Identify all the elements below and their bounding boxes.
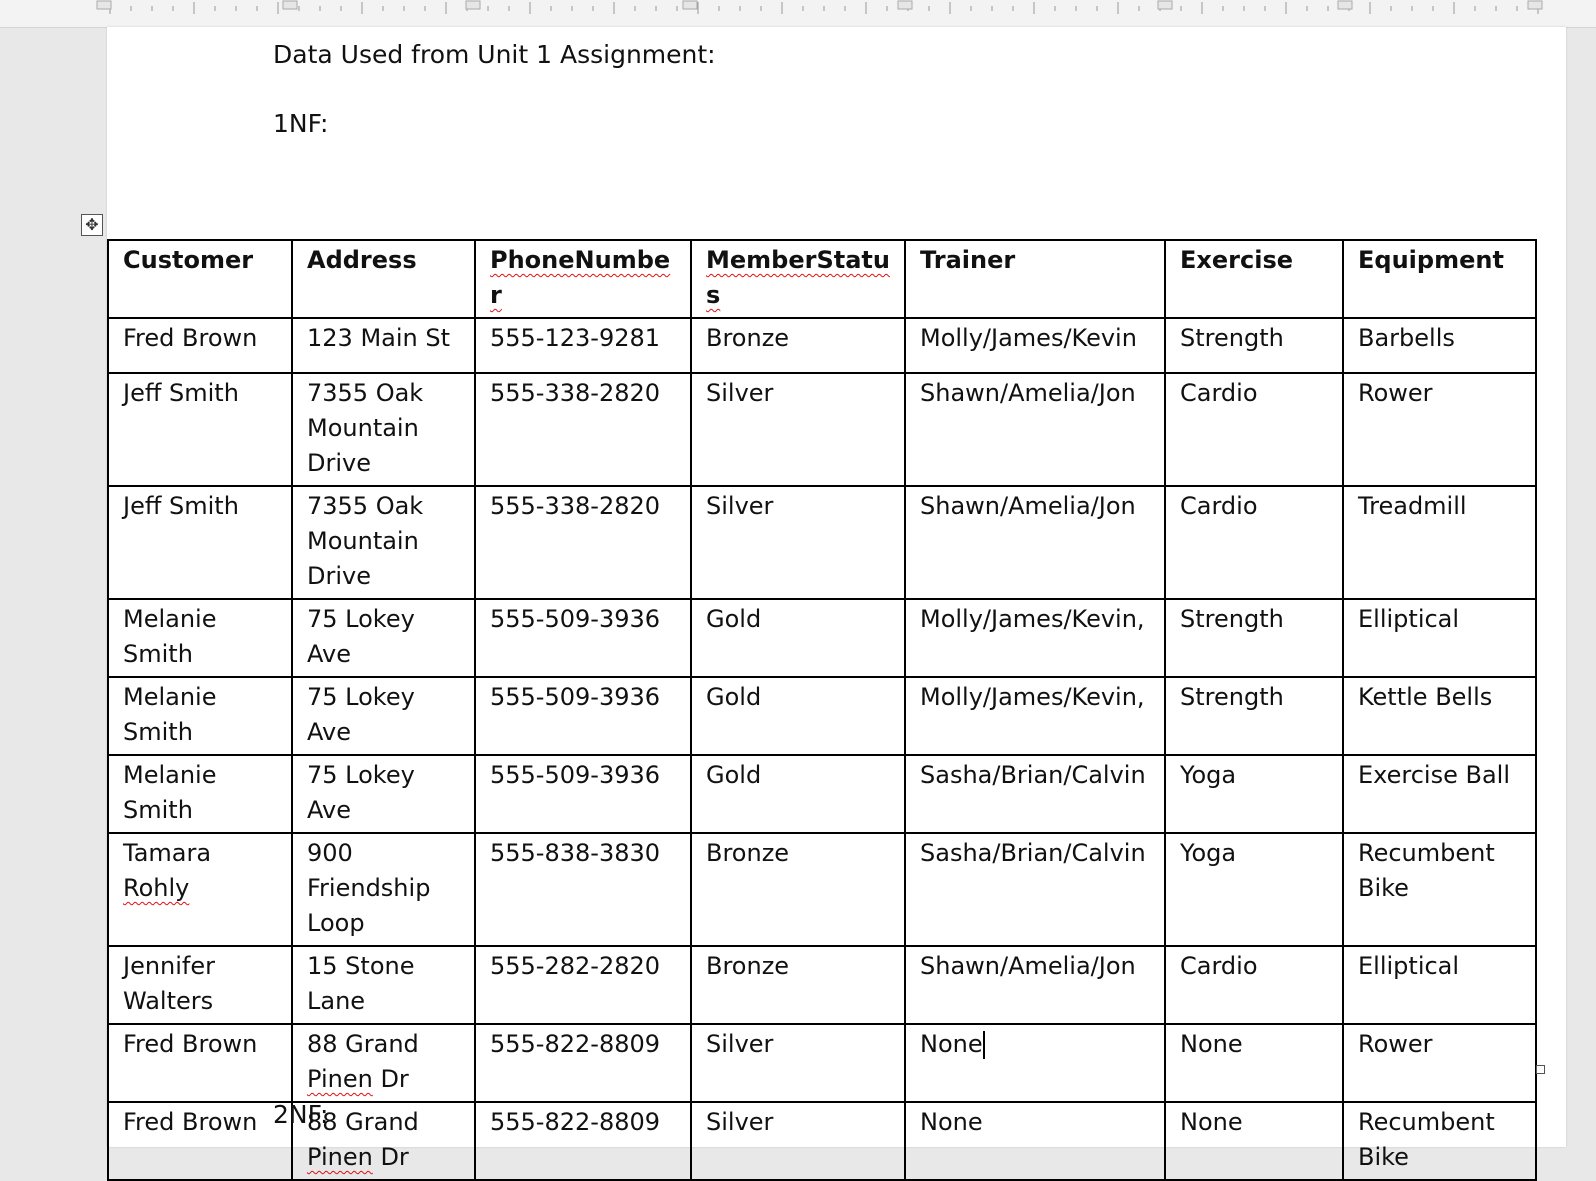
column-marker[interactable] bbox=[1338, 1, 1352, 9]
horizontal-ruler[interactable] bbox=[0, 0, 1596, 28]
cell-exercise[interactable]: Strength bbox=[1165, 599, 1343, 677]
cell-trainer[interactable]: Sasha/Brian/Calvin bbox=[905, 833, 1165, 946]
cell-equipment[interactable]: Treadmill bbox=[1343, 486, 1536, 599]
cell-customer[interactable]: Melanie Smith bbox=[108, 599, 292, 677]
cell-customer[interactable]: Jeff Smith bbox=[108, 486, 292, 599]
cell-member-status[interactable]: Silver bbox=[691, 1102, 905, 1180]
column-marker[interactable] bbox=[97, 1, 111, 9]
cell-member-status[interactable]: Gold bbox=[691, 755, 905, 833]
cell-trainer[interactable]: None bbox=[905, 1102, 1165, 1180]
cell-trainer[interactable]: Shawn/Amelia/Jon bbox=[905, 373, 1165, 486]
cell-trainer[interactable]: Molly/James/Kevin bbox=[905, 318, 1165, 373]
cell-address[interactable]: 900 Friendship Loop bbox=[292, 833, 475, 946]
1nf-table[interactable] bbox=[107, 239, 1537, 1181]
column-marker[interactable] bbox=[466, 1, 480, 9]
cell-equipment[interactable]: Exercise Ball bbox=[1343, 755, 1536, 833]
intro-paragraph[interactable]: Data Used from Unit 1 Assignment: bbox=[273, 40, 716, 69]
cell-equipment[interactable]: Recumbent Bike bbox=[1343, 1102, 1536, 1180]
header-customer[interactable]: Customer bbox=[108, 240, 292, 318]
cell-phone[interactable]: 555-282-2820 bbox=[475, 946, 691, 1024]
column-marker[interactable] bbox=[683, 1, 697, 9]
cell-member-status[interactable]: Silver bbox=[691, 373, 905, 486]
cell-customer[interactable]: Fred Brown bbox=[108, 318, 292, 373]
cell-phone[interactable]: 555-338-2820 bbox=[475, 486, 691, 599]
header-phone-number-text: PhoneNumber bbox=[490, 246, 671, 309]
column-marker[interactable] bbox=[283, 1, 297, 9]
cell-trainer[interactable]: Shawn/Amelia/Jon bbox=[905, 486, 1165, 599]
table-row bbox=[108, 677, 1536, 755]
table-row bbox=[108, 833, 1536, 946]
cell-member-status[interactable]: Bronze bbox=[691, 946, 905, 1024]
header-address[interactable]: Address bbox=[292, 240, 475, 318]
cell-trainer[interactable]: Shawn/Amelia/Jon bbox=[905, 946, 1165, 1024]
cell-equipment[interactable]: Elliptical bbox=[1343, 946, 1536, 1024]
cell-customer[interactable]: Fred Brown bbox=[108, 1024, 292, 1102]
cell-customer[interactable] bbox=[108, 833, 292, 946]
table-row bbox=[108, 486, 1536, 599]
cell-address[interactable]: 75 Lokey Ave bbox=[292, 755, 475, 833]
cell-phone[interactable]: 555-838-3830 bbox=[475, 833, 691, 946]
section-heading-1nf[interactable]: 1NF: bbox=[273, 109, 329, 138]
cell-customer[interactable]: Melanie Smith bbox=[108, 755, 292, 833]
cell-exercise[interactable]: Strength bbox=[1165, 677, 1343, 755]
cell-member-status[interactable]: Silver bbox=[691, 1024, 905, 1102]
cell-equipment[interactable]: Rower bbox=[1343, 373, 1536, 486]
cell-exercise[interactable]: Yoga bbox=[1165, 755, 1343, 833]
cell-customer[interactable]: Jeff Smith bbox=[108, 373, 292, 486]
cell-phone[interactable]: 555-822-8809 bbox=[475, 1102, 691, 1180]
spelling-error-mark: Pinen bbox=[307, 1143, 373, 1171]
cell-exercise[interactable]: None bbox=[1165, 1102, 1343, 1180]
cell-customer[interactable]: Melanie Smith bbox=[108, 677, 292, 755]
cell-exercise[interactable]: Cardio bbox=[1165, 946, 1343, 1024]
cell-trainer[interactable]: Sasha/Brian/Calvin bbox=[905, 755, 1165, 833]
table-row bbox=[108, 755, 1536, 833]
table-row bbox=[108, 599, 1536, 677]
header-member-status-text: MemberStatus bbox=[706, 246, 890, 309]
header-trainer[interactable]: Trainer bbox=[905, 240, 1165, 318]
ruler-ticks bbox=[0, 0, 1596, 27]
table-resize-handle[interactable] bbox=[1536, 1065, 1545, 1074]
cell-equipment[interactable]: Barbells bbox=[1343, 318, 1536, 373]
column-marker[interactable] bbox=[1528, 1, 1542, 9]
table-row bbox=[108, 318, 1536, 373]
table-row bbox=[108, 946, 1536, 1024]
cell-exercise[interactable]: Cardio bbox=[1165, 486, 1343, 599]
address-text: 88 Grand Pinen Dr bbox=[307, 1030, 419, 1093]
table-header-row bbox=[108, 240, 1536, 318]
cell-equipment[interactable]: Elliptical bbox=[1343, 599, 1536, 677]
cell-exercise[interactable]: Cardio bbox=[1165, 373, 1343, 486]
header-phone-number[interactable] bbox=[475, 240, 691, 318]
spelling-error-mark: Pinen bbox=[307, 1065, 373, 1093]
cell-address[interactable]: 7355 Oak Mountain Drive bbox=[292, 373, 475, 486]
cell-equipment[interactable]: Recumbent Bike bbox=[1343, 833, 1536, 946]
cell-phone[interactable]: 555-338-2820 bbox=[475, 373, 691, 486]
cell-exercise[interactable]: Strength bbox=[1165, 318, 1343, 373]
table-row bbox=[108, 1024, 1536, 1102]
text-cursor bbox=[983, 1031, 985, 1059]
cell-trainer[interactable]: Molly/James/Kevin, bbox=[905, 677, 1165, 755]
header-equipment[interactable]: Equipment bbox=[1343, 240, 1536, 318]
header-exercise[interactable]: Exercise bbox=[1165, 240, 1343, 318]
cell-address[interactable]: 75 Lokey Ave bbox=[292, 677, 475, 755]
cell-member-status[interactable]: Bronze bbox=[691, 833, 905, 946]
cell-address[interactable]: 7355 Oak Mountain Drive bbox=[292, 486, 475, 599]
cell-address[interactable]: 123 Main St bbox=[292, 318, 475, 373]
cell-customer[interactable]: Fred Brown bbox=[108, 1102, 292, 1180]
cell-phone[interactable]: 555-509-3936 bbox=[475, 755, 691, 833]
cell-address[interactable]: 75 Lokey Ave bbox=[292, 599, 475, 677]
cell-trainer[interactable] bbox=[905, 1024, 1165, 1102]
table-row bbox=[108, 373, 1536, 486]
customer-first-name: Tamara Rohly bbox=[123, 839, 212, 902]
cell-phone[interactable]: 555-123-9281 bbox=[475, 318, 691, 373]
cell-equipment[interactable]: Kettle Bells bbox=[1343, 677, 1536, 755]
table-move-handle-icon[interactable]: ✥ bbox=[81, 214, 103, 236]
cell-trainer[interactable]: Molly/James/Kevin, bbox=[905, 599, 1165, 677]
cell-phone[interactable]: 555-822-8809 bbox=[475, 1024, 691, 1102]
column-marker[interactable] bbox=[898, 1, 912, 9]
trainer-text: None bbox=[920, 1030, 983, 1058]
cell-address[interactable] bbox=[292, 1024, 475, 1102]
spelling-error-mark: Rohly bbox=[123, 874, 190, 902]
cell-equipment[interactable]: Rower bbox=[1343, 1024, 1536, 1102]
cell-exercise[interactable]: Yoga bbox=[1165, 833, 1343, 946]
column-marker[interactable] bbox=[1158, 1, 1172, 9]
header-member-status[interactable] bbox=[691, 240, 905, 318]
cell-phone[interactable]: 555-509-3936 bbox=[475, 599, 691, 677]
cell-exercise[interactable]: None bbox=[1165, 1024, 1343, 1102]
section-heading-2nf[interactable]: 2NF: bbox=[273, 1100, 329, 1129]
cell-customer[interactable]: Jennifer Walters bbox=[108, 946, 292, 1024]
cell-member-status[interactable]: Gold bbox=[691, 599, 905, 677]
address-text: 88 Grand Pinen Dr bbox=[307, 1108, 419, 1171]
cell-member-status[interactable]: Gold bbox=[691, 677, 905, 755]
cell-member-status[interactable]: Silver bbox=[691, 486, 905, 599]
cell-phone[interactable]: 555-509-3936 bbox=[475, 677, 691, 755]
cell-member-status[interactable]: Bronze bbox=[691, 318, 905, 373]
cell-address[interactable]: 15 Stone Lane bbox=[292, 946, 475, 1024]
